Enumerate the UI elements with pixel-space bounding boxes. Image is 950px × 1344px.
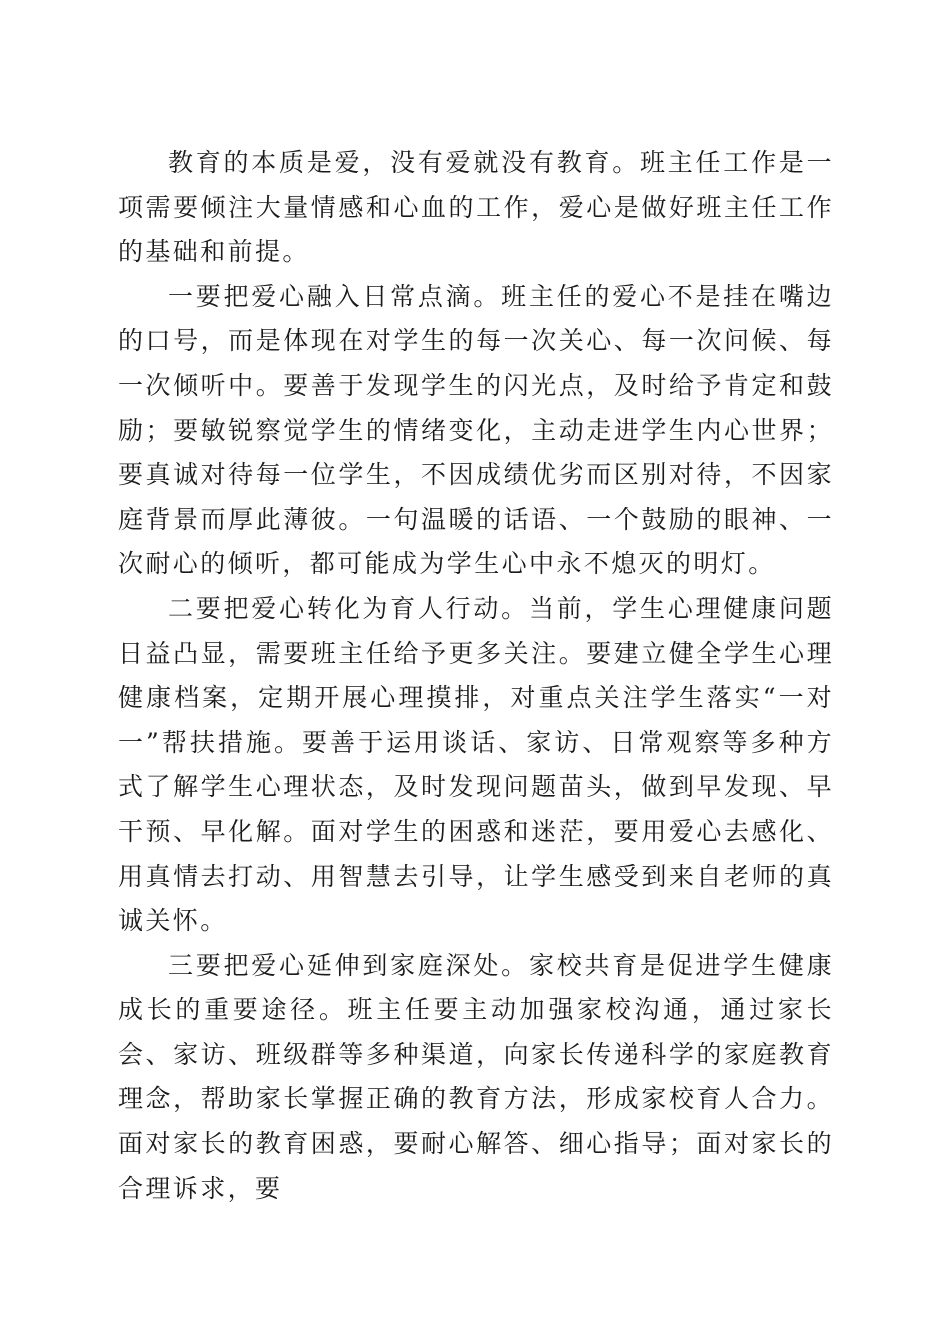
document-body [118,141,834,1211]
paragraph-point-three: 三要把爱心延伸到家庭深处。家校共育是促进学生健康成长的重要途径。班主任要主动加强家校沟通，通过家长会、家访、班级群等多种渠道，向家长传递科学的家庭教育理念，帮助家长掌握正确的教育方法，形成家校育人合力。面对家长的教育困惑，要耐心解答、细心指导；面对家长的合理诉求，要 [118,950,834,1203]
paragraph-intro: 教育的本质是爱，没有爱就没有教育。班主任工作是一项需要倾注大量情感和心血的工作，爱心是做好班主任工作的基础和前提。 [118,148,834,267]
paragraph-point-two: 二要把爱心转化为育人行动。当前，学生心理健康问题日益凸显，需要班主任给予更多关注。要建立健全学生心理健康档案，定期开展心理摸排，对重点关注学生落实“一对一”帮扶措施。要善于运用谈话、家访、日常观察等多种方式了解学生心理状态，及时发现问题苗头，做到早发现、早干预、早化解。面对学生的困惑和迷茫，要用爱心去感化、用真情去打动、用智慧去引导，让学生感受到来自老师的真诚关怀。 [118,593,834,936]
paragraph-point-one: 一要把爱心融入日常点滴。班主任的爱心不是挂在嘴边的口号，而是体现在对学生的每一次关心、每一次问候、每一次倾听中。要善于发现学生的闪光点，及时给予肯定和鼓励；要敏锐察觉学生的情绪变化，主动走进学生内心世界；要真诚对待每一位学生，不因成绩优劣而区别对待，不因家庭背景而厚此薄彼。一句温暖的话语、一个鼓励的眼神、一次耐心的倾听，都可能成为学生心中永不熄灭的明灯。 [118,281,834,579]
